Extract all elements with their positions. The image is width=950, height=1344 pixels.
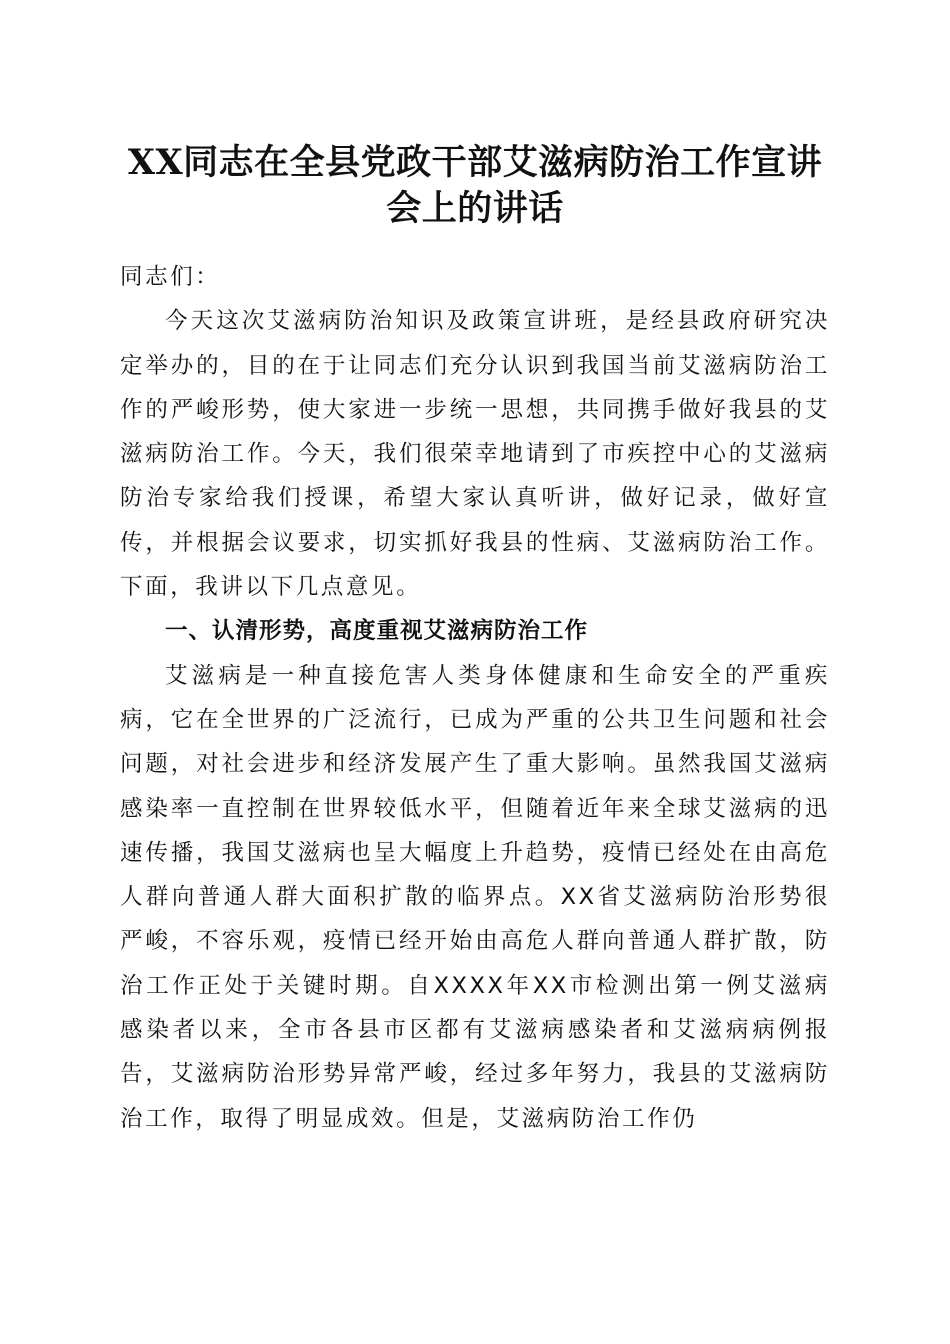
title-line-2: 会上的讲话	[386, 188, 564, 229]
document-body	[120, 255, 830, 1141]
title-line-1: XX同志在全县党政干部艾滋病防治工作宣讲	[127, 142, 823, 183]
document-title	[110, 140, 840, 232]
paragraph-situation: 艾滋病是一种直接危害人类身体健康和生命安全的严重疾病，它在全世界的广泛流行，已成为严重的公共卫生问题和社会问题，对社会进步和经济发展产生了重大影响。虽然我国艾滋病感染率一直控制在世界较低水平，但随着近年来全球艾滋病的迅速传播，我国艾滋病也呈大幅度上升趋势，疫情已经处在由高危人群向普通人群大面积扩散的临界点。XX省艾滋病防治形势很严峻，不容乐观，疫情已经开始由高危人群向普通人群扩散，防治工作正处于关键时期。自XXXX年XX市检测出第一例艾滋病感染者以来，全市各县市区都有艾滋病感染者和艾滋病病例报告，艾滋病防治形势异常严峻，经过多年努力，我县的艾滋病防治工作，取得了明显成效。但是，艾滋病防治工作仍	[120, 662, 830, 1132]
section-heading-1: 一、认清形势，高度重视艾滋病防治工作	[165, 618, 589, 645]
salutation: 同志们：	[120, 264, 221, 290]
paragraph-intro: 今天这次艾滋病防治知识及政策宣讲班，是经县政府研究决定举办的，目的在于让同志们充分认识到我国当前艾滋病防治工作的严峻形势，使大家进一步统一思想，共同携手做好我县的艾滋病防治工作。今天，我们很荣幸地请到了市疾控中心的艾滋病防治专家给我们授课，希望大家认真听讲，做好记录，做好宣传，并根据会议要求，切实抓好我县的性病、艾滋病防治工作。下面，我讲以下几点意见。	[120, 308, 830, 601]
